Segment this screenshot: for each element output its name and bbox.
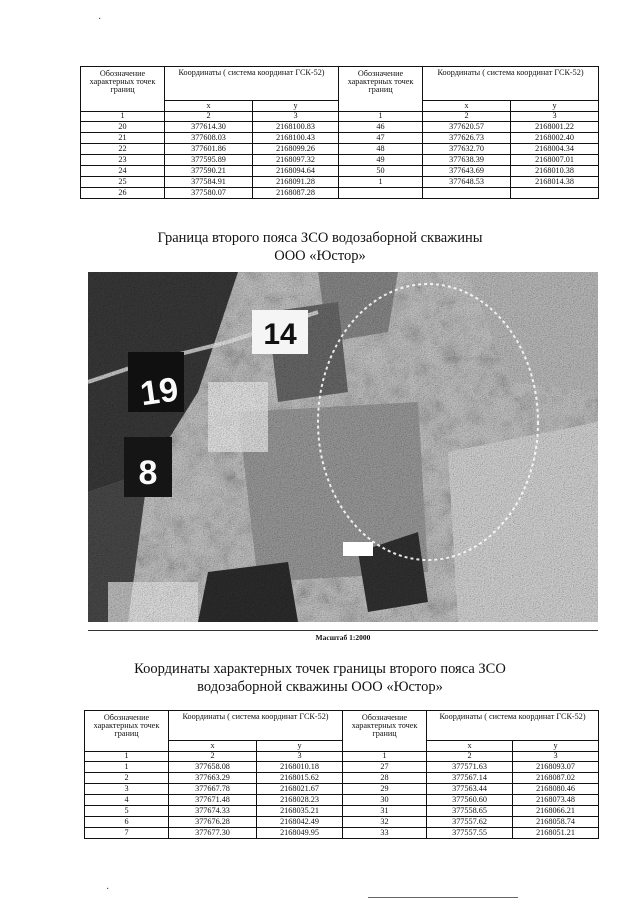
table-row <box>85 784 599 795</box>
header-y: y <box>511 101 599 112</box>
map-heading-line-2: ООО «Юстор» <box>274 248 366 264</box>
point-number-right: 47 <box>339 133 423 144</box>
table-row <box>85 806 599 817</box>
point-number-left: 21 <box>81 133 165 144</box>
coordinate-x-right: 377626.73 <box>423 133 511 144</box>
point-number-right: 28 <box>343 773 427 784</box>
coordinate-y-left: 2168015.62 <box>257 773 343 784</box>
point-number-left: 5 <box>85 806 169 817</box>
point-number-left: 3 <box>85 784 169 795</box>
point-number-left: 6 <box>85 817 169 828</box>
coordinate-y-right: 2168087.02 <box>513 773 599 784</box>
point-number-right: 33 <box>343 828 427 839</box>
coordinate-y-left: 2168091.28 <box>253 177 339 188</box>
column-number: 3 <box>511 112 599 122</box>
table-row <box>81 177 599 188</box>
point-number-right: 1 <box>339 177 423 188</box>
coordinate-y-left: 2168042.49 <box>257 817 343 828</box>
coordinate-x-left: 377677.30 <box>169 828 257 839</box>
coordinate-x-right: 377557.62 <box>427 817 513 828</box>
map-heading <box>0 229 640 265</box>
table-row <box>85 762 599 773</box>
point-number-left: 4 <box>85 795 169 806</box>
table-row <box>85 795 599 806</box>
coordinate-x-right: 377643.69 <box>423 166 511 177</box>
coordinate-y-right <box>511 188 599 199</box>
column-number: 2 <box>165 112 253 122</box>
point-number-right: 30 <box>343 795 427 806</box>
point-number-right: 31 <box>343 806 427 817</box>
coordinate-x-right: 377571.63 <box>427 762 513 773</box>
coordinate-x-left: 377584.91 <box>165 177 253 188</box>
point-number-right: 46 <box>339 122 423 133</box>
point-number-right: 29 <box>343 784 427 795</box>
table-row <box>81 188 599 199</box>
coordinate-y-left: 2168035.21 <box>257 806 343 817</box>
top-coordinates-table <box>80 66 599 199</box>
coordinate-y-right: 2168058.74 <box>513 817 599 828</box>
point-number-left: 23 <box>81 155 165 166</box>
header-y: y <box>253 101 339 112</box>
coordinate-x-left: 377614.30 <box>165 122 253 133</box>
column-number: 3 <box>257 752 343 762</box>
coordinate-y-left: 2168097.32 <box>253 155 339 166</box>
coordinate-x-right: 377620.57 <box>423 122 511 133</box>
table-row <box>81 144 599 155</box>
coordinate-x-left: 377658.08 <box>169 762 257 773</box>
table-row <box>81 155 599 166</box>
header-coordinates: Координаты ( система координат ГСК-52) <box>427 711 599 741</box>
footer-rule <box>368 897 518 898</box>
point-number-right: 32 <box>343 817 427 828</box>
header-coordinates: Координаты ( система координат ГСК-52) <box>169 711 343 741</box>
point-number-left: 2 <box>85 773 169 784</box>
coordinate-x-right: 377632.70 <box>423 144 511 155</box>
point-number-left: 24 <box>81 166 165 177</box>
coordinate-x-left: 377590.21 <box>165 166 253 177</box>
table-row <box>81 166 599 177</box>
coordinate-y-right: 2168080.46 <box>513 784 599 795</box>
coordinate-y-left: 2168100.43 <box>253 133 339 144</box>
coordinate-x-left: 377663.29 <box>169 773 257 784</box>
point-number-left: 1 <box>85 762 169 773</box>
coordinate-x-left: 377667.78 <box>169 784 257 795</box>
column-number: 3 <box>513 752 599 762</box>
top-table-body <box>81 122 599 199</box>
point-number-left: 22 <box>81 144 165 155</box>
coordinate-x-left: 377608.03 <box>165 133 253 144</box>
coordinate-y-right: 2168051.21 <box>513 828 599 839</box>
header-coordinates: Координаты ( система координат ГСК-52) <box>165 67 339 101</box>
coordinate-y-left: 2168094.64 <box>253 166 339 177</box>
column-number: 3 <box>253 112 339 122</box>
header-designation: Обозначение характерных точек границ <box>81 67 165 112</box>
aerial-photo-map <box>88 272 598 622</box>
coordinate-y-left: 2168049.95 <box>257 828 343 839</box>
coordinate-x-left: 377676.28 <box>169 817 257 828</box>
point-number-right: 48 <box>339 144 423 155</box>
column-number: 2 <box>423 112 511 122</box>
header-x: x <box>169 741 257 752</box>
header-x: x <box>165 101 253 112</box>
point-number-left: 7 <box>85 828 169 839</box>
map-heading-line-1: Граница второго пояса ЗСО водозаборной скважины <box>157 230 483 246</box>
bottom-coordinates-table <box>84 710 599 839</box>
coordinate-x-left: 377671.48 <box>169 795 257 806</box>
map-scale-rule <box>88 630 598 631</box>
coordinate-x-left: 377580.07 <box>165 188 253 199</box>
coordinate-x-right <box>423 188 511 199</box>
coordinate-y-right: 2168073.48 <box>513 795 599 806</box>
coordinate-y-left: 2168100.83 <box>253 122 339 133</box>
column-number: 2 <box>427 752 513 762</box>
coordinate-y-right: 2168001.22 <box>511 122 599 133</box>
coordinate-x-left: 377595.89 <box>165 155 253 166</box>
point-number-left: 25 <box>81 177 165 188</box>
coordinate-y-right: 2168093.07 <box>513 762 599 773</box>
header-y: y <box>257 741 343 752</box>
header-designation: Обозначение характерных точек границ <box>339 67 423 112</box>
point-number-right: 49 <box>339 155 423 166</box>
header-designation: Обозначение характерных точек границ <box>343 711 427 752</box>
column-number: 2 <box>169 752 257 762</box>
coordinates-heading-line-2: водозаборной скважины ООО «Юстор» <box>197 679 443 695</box>
point-number-left: 26 <box>81 188 165 199</box>
header-designation: Обозначение характерных точек границ <box>85 711 169 752</box>
coordinate-y-right: 2168066.21 <box>513 806 599 817</box>
bottom-table-body <box>85 762 599 839</box>
table-row <box>85 773 599 784</box>
column-number: 1 <box>85 752 169 762</box>
map-label-19: 19 <box>138 370 181 414</box>
coordinate-x-right: 377638.39 <box>423 155 511 166</box>
point-number-right: 27 <box>343 762 427 773</box>
coordinate-x-right: 377560.60 <box>427 795 513 806</box>
coordinate-x-right: 377648.53 <box>423 177 511 188</box>
coordinate-x-left: 377674.33 <box>169 806 257 817</box>
table-row <box>81 133 599 144</box>
coordinate-x-right: 377567.14 <box>427 773 513 784</box>
coordinate-x-right: 377563.44 <box>427 784 513 795</box>
point-number-right <box>339 188 423 199</box>
coordinate-y-left: 2168099.26 <box>253 144 339 155</box>
coordinate-y-left: 2168010.18 <box>257 762 343 773</box>
scan-speck: · <box>106 884 110 895</box>
map-scale: Масштаб 1:2000 <box>315 633 371 642</box>
coordinate-y-left: 2168021.67 <box>257 784 343 795</box>
column-number: 1 <box>339 112 423 122</box>
coordinates-heading-line-1: Координаты характерных точек границы второго пояса ЗСО <box>134 661 506 677</box>
point-number-left: 20 <box>81 122 165 133</box>
column-number: 1 <box>81 112 165 122</box>
table-row <box>85 817 599 828</box>
map-label-14: 14 <box>263 318 297 351</box>
table-row <box>85 828 599 839</box>
coordinate-y-right: 2168002.40 <box>511 133 599 144</box>
coordinate-y-right: 2168010.38 <box>511 166 599 177</box>
coordinate-x-left: 377601.86 <box>165 144 253 155</box>
scan-speck: · <box>98 14 102 25</box>
coordinate-x-right: 377558.65 <box>427 806 513 817</box>
coordinate-y-right: 2168014.38 <box>511 177 599 188</box>
coordinates-heading <box>0 660 640 696</box>
header-coordinates: Координаты ( система координат ГСК-52) <box>423 67 599 101</box>
coordinate-y-right: 2168007.01 <box>511 155 599 166</box>
coordinate-y-left: 2168028.23 <box>257 795 343 806</box>
map-label-8: 8 <box>138 454 158 492</box>
column-number: 1 <box>343 752 427 762</box>
coordinate-y-right: 2168004.34 <box>511 144 599 155</box>
header-x: x <box>423 101 511 112</box>
coordinate-y-left: 2168087.28 <box>253 188 339 199</box>
header-y: y <box>513 741 599 752</box>
table-row <box>81 122 599 133</box>
header-x: x <box>427 741 513 752</box>
coordinate-x-right: 377557.55 <box>427 828 513 839</box>
aerial-photo <box>88 272 598 622</box>
point-number-right: 50 <box>339 166 423 177</box>
